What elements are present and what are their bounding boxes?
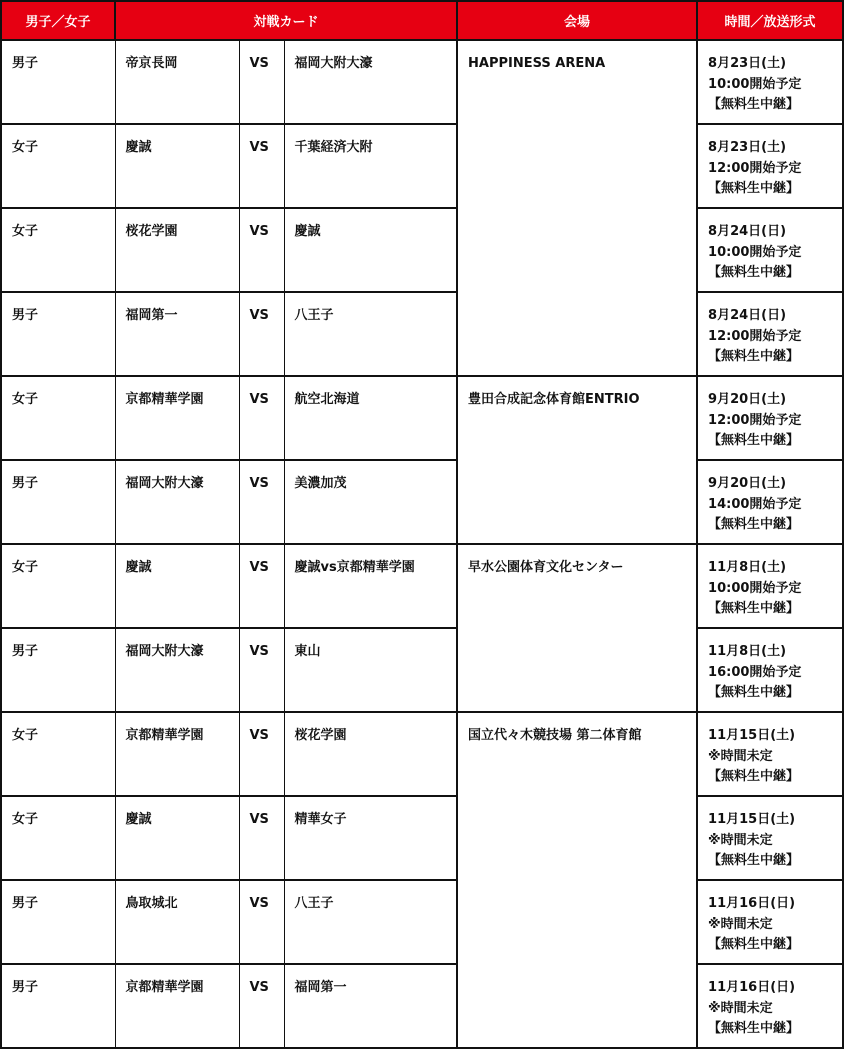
time-cell [697,712,843,796]
header-venue: 会場 [457,1,697,40]
team1-cell: 福岡大附大濠 [115,628,239,712]
vs-cell: VS [239,796,284,880]
match-date: 8月23日(土) [708,56,787,71]
match-date: 8月24日(日) [708,224,787,239]
venue-cell: HAPPINESS ARENA [457,40,697,376]
match-time: ※時間未定 [708,832,773,848]
vs-cell: VS [239,964,284,1048]
vs-cell: VS [239,292,284,376]
match-date: 8月23日(土) [708,140,787,155]
broadcast-type: 【無料生中継】 [708,601,800,616]
vs-cell: VS [239,376,284,460]
match-date: 11月15日(土) [708,728,796,743]
time-cell [697,376,843,460]
table-body [1,40,843,1048]
team1-cell: 京都精華学園 [115,964,239,1048]
time-cell [697,628,843,712]
vs-cell: VS [239,208,284,292]
vs-cell: VS [239,628,284,712]
time-cell [697,40,843,124]
broadcast-type: 【無料生中継】 [708,1021,800,1036]
time-cell [697,796,843,880]
gender-cell: 女子 [1,376,115,460]
team2-cell: 精華女子 [284,796,457,880]
venue-cell: 国立代々木競技場 第二体育館 [457,712,697,1048]
match-time: 10:00開始予定 [708,580,802,596]
match-date: 9月20日(土) [708,476,787,491]
team1-cell: 慶誠 [115,544,239,628]
table-row [1,208,843,292]
gender-cell: 女子 [1,796,115,880]
team1-cell: 慶誠 [115,796,239,880]
team1-cell: 帝京長岡 [115,40,239,124]
match-time: 10:00開始予定 [708,76,802,92]
vs-cell: VS [239,880,284,964]
gender-cell: 男子 [1,292,115,376]
match-time: 12:00開始予定 [708,160,802,176]
broadcast-type: 【無料生中継】 [708,265,800,280]
table-row [1,544,843,628]
gender-cell: 女子 [1,544,115,628]
broadcast-type: 【無料生中継】 [708,769,800,784]
table-row [1,712,843,796]
venue-cell: 早水公園体育文化センター [457,544,697,712]
broadcast-type: 【無料生中継】 [708,937,800,952]
time-cell [697,460,843,544]
broadcast-type: 【無料生中継】 [708,349,800,364]
gender-cell: 男子 [1,40,115,124]
team2-cell: 航空北海道 [284,376,457,460]
gender-cell: 女子 [1,208,115,292]
table-row [1,124,843,208]
gender-cell: 女子 [1,712,115,796]
team2-cell: 東山 [284,628,457,712]
team1-cell: 京都精華学園 [115,376,239,460]
match-time: ※時間未定 [708,1000,773,1016]
table-row [1,376,843,460]
gender-cell: 女子 [1,124,115,208]
team2-cell: 千葉経済大附 [284,124,457,208]
time-cell [697,292,843,376]
match-date: 8月24日(日) [708,308,787,323]
table-header [1,1,843,40]
table-row [1,292,843,376]
match-date: 11月16日(日) [708,980,796,995]
vs-cell: VS [239,544,284,628]
match-time: 12:00開始予定 [708,328,802,344]
match-time: ※時間未定 [708,748,773,764]
match-date: 11月16日(日) [708,896,796,911]
table-row [1,964,843,1048]
match-date: 9月20日(土) [708,392,787,407]
team2-cell: 八王子 [284,292,457,376]
time-cell [697,880,843,964]
table-row [1,40,843,124]
match-date: 11月8日(土) [708,644,787,659]
vs-cell: VS [239,124,284,208]
broadcast-type: 【無料生中継】 [708,433,800,448]
broadcast-type: 【無料生中継】 [708,853,800,868]
match-time: 14:00開始予定 [708,496,802,512]
time-cell [697,964,843,1048]
header-matchup: 対戦カード [115,1,457,40]
vs-cell: VS [239,40,284,124]
gender-cell: 男子 [1,964,115,1048]
vs-cell: VS [239,712,284,796]
team1-cell: 京都精華学園 [115,712,239,796]
time-cell [697,124,843,208]
time-cell [697,544,843,628]
gender-cell: 男子 [1,628,115,712]
match-time: 12:00開始予定 [708,412,802,428]
header-time: 時間／放送形式 [697,1,843,40]
team2-cell: 美濃加茂 [284,460,457,544]
team2-cell: 慶誠 [284,208,457,292]
team2-cell: 福岡大附大濠 [284,40,457,124]
gender-cell: 男子 [1,880,115,964]
match-time: 10:00開始予定 [708,244,802,260]
time-cell [697,208,843,292]
table-row [1,460,843,544]
team1-cell: 福岡大附大濠 [115,460,239,544]
match-date: 11月15日(土) [708,812,796,827]
broadcast-type: 【無料生中継】 [708,97,800,112]
broadcast-type: 【無料生中継】 [708,517,800,532]
match-date: 11月8日(土) [708,560,787,575]
match-time: ※時間未定 [708,916,773,932]
match-time: 16:00開始予定 [708,664,802,680]
broadcast-type: 【無料生中継】 [708,181,800,196]
gender-cell: 男子 [1,460,115,544]
team2-cell: 慶誠vs京都精華学園 [284,544,457,628]
team2-cell: 八王子 [284,880,457,964]
team2-cell: 福岡第一 [284,964,457,1048]
broadcast-type: 【無料生中継】 [708,685,800,700]
team1-cell: 慶誠 [115,124,239,208]
table-row [1,796,843,880]
table-row [1,880,843,964]
header-row [1,1,843,40]
team1-cell: 福岡第一 [115,292,239,376]
team1-cell: 桜花学園 [115,208,239,292]
team1-cell: 鳥取城北 [115,880,239,964]
vs-cell: VS [239,460,284,544]
venue-cell: 豊田合成記念体育館ENTRIO [457,376,697,544]
header-gender: 男子／女子 [1,1,115,40]
team2-cell: 桜花学園 [284,712,457,796]
table-row [1,628,843,712]
